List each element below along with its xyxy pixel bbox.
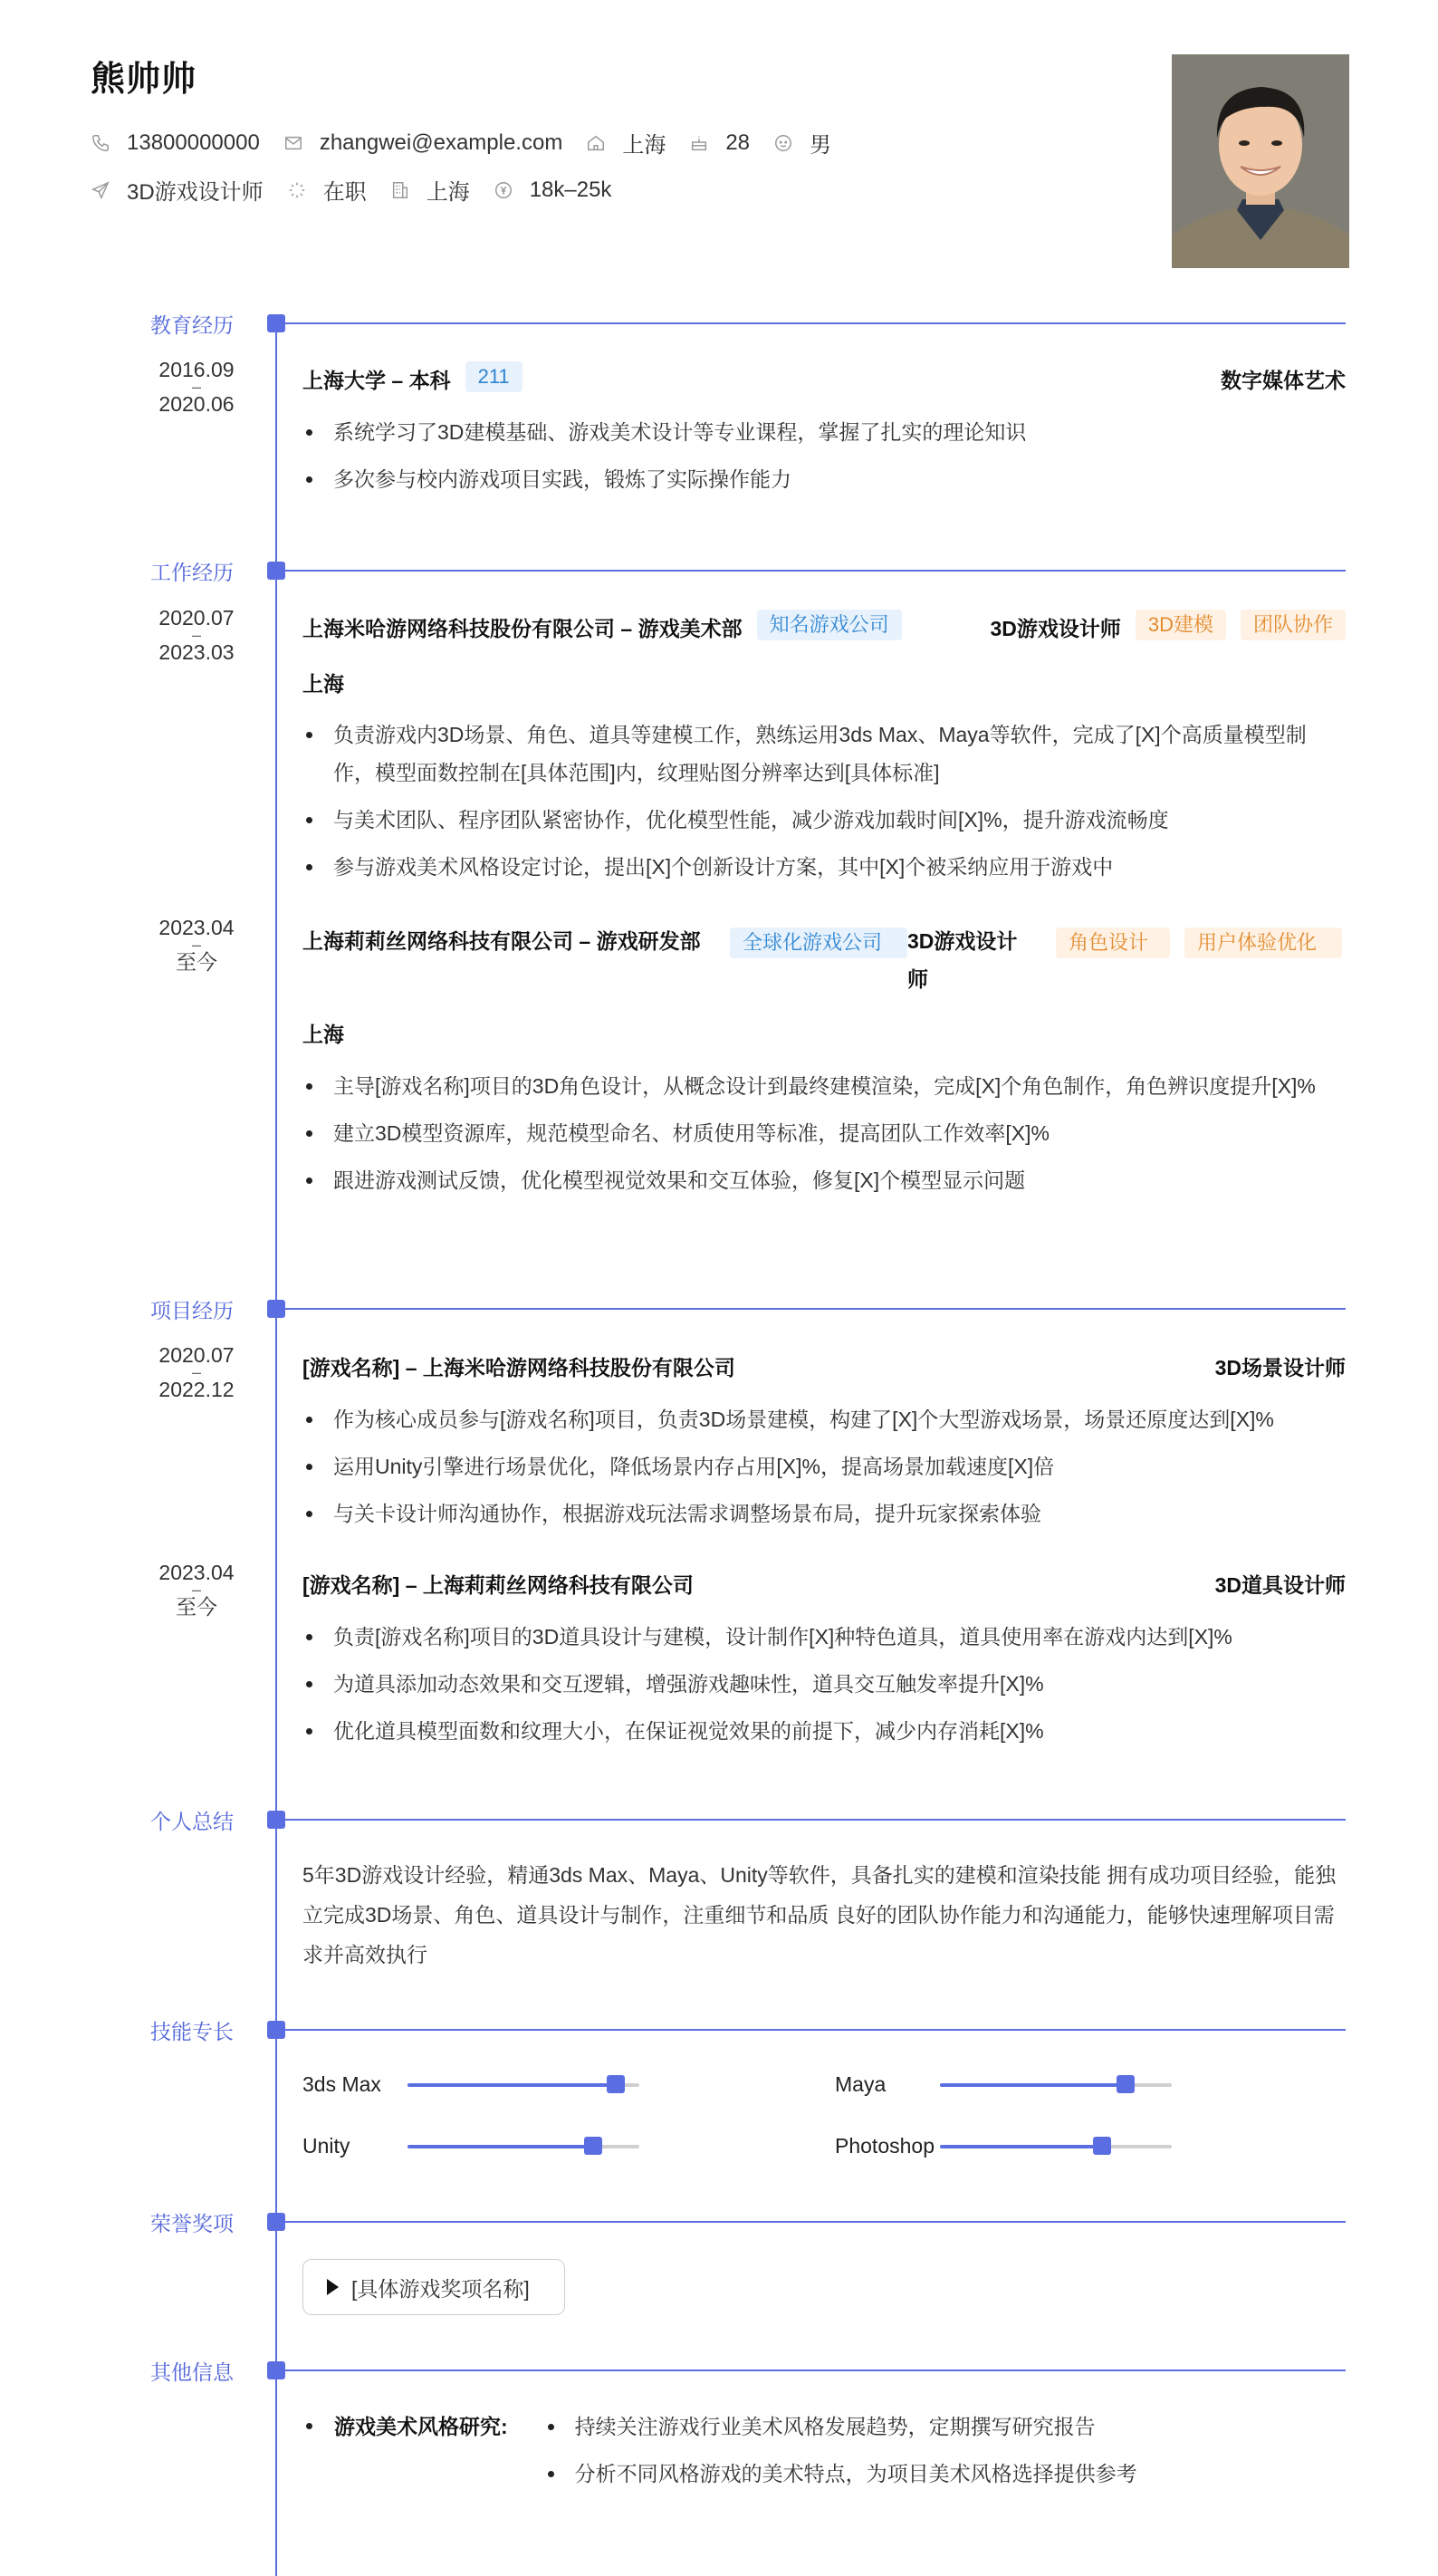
section-divider <box>276 570 1346 572</box>
list-item: 与关卡设计师沟通协作，根据游戏玩法需求调整场景布局，提升玩家探索体验 <box>302 1495 1344 1533</box>
skill-name: Unity <box>302 2134 350 2158</box>
skill-tag: 团队协作 <box>1241 610 1346 640</box>
skill-knob <box>584 2137 602 2155</box>
salary-item <box>494 178 612 203</box>
award-expand-button[interactable] <box>302 2259 565 2315</box>
list-item: 运用Unity引擎进行场景优化，降低场景内存占用[X]%，提高场景加载速度[X]倍 <box>302 1447 1344 1485</box>
section-title-skills: 技能专长 <box>150 2020 234 2043</box>
project-date-2: 2023.04 – 至今 <box>158 1561 235 1619</box>
project-role: 3D场景设计师 <box>1214 1356 1346 1379</box>
bullet-dot <box>306 2423 312 2429</box>
list-item: 与美术团队、程序团队紧密协作，优化模型性能，减少游戏加载时间[X]%，提升游戏流畅度 <box>302 801 1344 839</box>
other-items <box>544 2408 1137 2502</box>
loading-icon <box>287 180 307 200</box>
play-triangle-icon <box>327 2279 339 2295</box>
work-bullets-2 <box>302 1067 1344 1208</box>
section-title-education: 教育经历 <box>150 313 234 337</box>
list-item: 为道具添加动态效果和交互逻辑，增强游戏趣味性，道具交互触发率提升[X]% <box>302 1665 1344 1703</box>
section-divider <box>276 322 1346 324</box>
project-bullets-2 <box>302 1618 1344 1759</box>
candidate-name: 熊帅帅 <box>91 61 197 99</box>
face-icon <box>773 133 793 153</box>
list-item: 负责游戏内3D场景、角色、道具等建模工作，熟练运用3ds Max、Maya等软件，完成了[X]个高质量模型制作，模型面数控制在[具体范围]内，纹理贴图分辨率达到[具体标准] <box>302 716 1344 792</box>
skill-tag: 角色设计 <box>1056 928 1170 958</box>
summary-text: 5年3D游戏设计经验，精通3ds Max、Maya、Unity等软件，具备扎实的建模和渲染技能 拥有成功项目经验，能独立完成3D场景、角色、道具设计与制作，注重细节和品质 良好的团队协作能力和沟通能力，能够快速理解项目需求并高效执行 <box>302 1863 1337 1966</box>
section-title-projects: 项目经历 <box>150 1299 234 1322</box>
section-divider <box>276 1308 1346 1310</box>
list-item: 跟进游戏测试反馈，优化模型视觉效果和交互体验，修复[X]个模型显示问题 <box>302 1161 1344 1199</box>
skill-photoshop <box>835 2134 1172 2158</box>
skill-maya <box>835 2072 1172 2097</box>
job-intent-row <box>91 174 635 206</box>
list-item: 主导[游戏名称]项目的3D角色设计，从概念设计到最终建模渲染，完成[X]个角色制作，角色辨识度提升[X]% <box>302 1067 1344 1105</box>
skill-tag: 用户体验优化 <box>1184 928 1342 958</box>
company-name: 上海米哈游网络科技股份有限公司 – 游戏美术部 <box>302 617 743 640</box>
education-date: 2016.09 – 2020.06 <box>158 358 235 416</box>
status-item <box>287 174 367 206</box>
work-entry-head-1 <box>302 612 1346 642</box>
section-divider <box>276 2369 1346 2371</box>
company-name: 上海莉莉丝网络科技有限公司 – 游戏研发部 <box>302 929 701 953</box>
list-item: 分析不同风格游戏的美术特点，为项目美术风格选择提供参考 <box>544 2455 1137 2493</box>
mail-icon <box>283 133 303 153</box>
skill-fill <box>940 2145 1102 2148</box>
section-title-awards: 荣誉奖项 <box>150 2212 234 2235</box>
skill-bar <box>407 2145 639 2148</box>
phone-item <box>91 130 260 156</box>
avatar-image <box>1172 54 1349 268</box>
skill-bar <box>940 2145 1172 2148</box>
school-tag: 211 <box>465 361 522 392</box>
job-role: 3D游戏设计师 <box>990 617 1121 640</box>
section-title-summary: 个人总结 <box>150 1810 234 1833</box>
money-icon <box>494 180 513 200</box>
gender-text: 男 <box>810 133 832 158</box>
other-info <box>302 2408 1137 2502</box>
school-name: 上海大学 – 本科 <box>302 369 451 392</box>
list-item: 参与游戏美术风格设定讨论，提出[X]个创新设计方案，其中[X]个被采纳应用于游戏中 <box>302 848 1344 886</box>
education-entry-head <box>302 364 1346 394</box>
list-item: 优化道具模型面数和纹理大小，在保证视觉效果的前提下，减少内存消耗[X]% <box>302 1712 1344 1750</box>
target-city-item <box>390 174 470 206</box>
skill-bar <box>940 2083 1172 2087</box>
list-item: 建立3D模型资源库，规范模型命名、材质使用等标准，提高团队工作效率[X]% <box>302 1114 1344 1152</box>
skill-knob <box>607 2075 625 2093</box>
city-item <box>586 127 666 159</box>
award-name: [具体游戏奖项名称] <box>351 2276 530 2301</box>
list-item: 负责[游戏名称]项目的3D道具设计与建模，设计制作[X]种特色道具，道具使用率在游戏内达到[X]% <box>302 1618 1344 1656</box>
skill-name: Maya <box>835 2072 887 2096</box>
target-role-text: 3D游戏设计师 <box>127 180 264 205</box>
list-item: 持续关注游戏行业美术风格发展趋势，定期撰写研究报告 <box>544 2408 1137 2446</box>
job-role: 3D游戏设计师 <box>907 929 1018 991</box>
age-text: 28 <box>725 130 751 155</box>
section-title-other: 其他信息 <box>150 2360 234 2384</box>
skill-fill <box>940 2083 1126 2087</box>
project-role: 3D道具设计师 <box>1214 1573 1346 1597</box>
phone-icon <box>91 133 110 153</box>
skill-knob <box>1117 2075 1135 2093</box>
major: 数字媒体艺术 <box>1221 369 1346 392</box>
other-key: 游戏美术风格研究: <box>334 2415 508 2438</box>
resume-header <box>91 51 1349 268</box>
email-text: zhangwei@example.com <box>319 130 563 155</box>
home-icon <box>586 133 606 153</box>
skill-name: 3ds Max <box>302 2072 381 2096</box>
project-entry-head-1 <box>302 1351 1346 1381</box>
project-entry-head-2 <box>302 1569 1346 1599</box>
section-divider <box>276 2221 1346 2223</box>
send-icon <box>91 180 110 200</box>
age-item <box>689 130 750 156</box>
skill-tag: 3D建模 <box>1136 610 1226 640</box>
skill-name: Photoshop <box>835 2134 935 2158</box>
project-date-1: 2020.07 – 2022.12 <box>158 1343 235 1401</box>
building-icon <box>390 180 410 200</box>
list-item: 系统学习了3D建模基础、游戏美术设计等专业课程，掌握了扎实的理论知识 <box>302 413 1344 451</box>
skill-bar <box>407 2083 639 2087</box>
project-bullets-1 <box>302 1400 1344 1542</box>
work-date-1: 2020.07 – 2023.03 <box>158 606 235 664</box>
target-city-text: 上海 <box>426 180 470 205</box>
city-text: 上海 <box>622 133 666 158</box>
gender-item <box>773 127 831 159</box>
work-bullets-1 <box>302 716 1344 895</box>
skill-fill <box>407 2145 593 2148</box>
phone-text: 13800000000 <box>127 130 260 155</box>
section-title-work: 工作经历 <box>150 561 234 584</box>
target-role-item <box>91 174 264 206</box>
profile-photo <box>1172 54 1349 268</box>
section-divider <box>276 1819 1346 1821</box>
list-item: 作为核心成员参与[游戏名称]项目，负责3D场景建模，构建了[X]个大型游戏场景，场景还原度达到[X]% <box>302 1400 1344 1438</box>
project-title: [游戏名称] – 上海莉莉丝网络科技有限公司 <box>302 1573 694 1597</box>
status-text: 在职 <box>322 180 367 205</box>
other-row <box>302 2408 1137 2502</box>
work-location: 上海 <box>302 1023 344 1046</box>
section-divider <box>276 2029 1346 2031</box>
work-date-2: 2023.04 – 至今 <box>158 916 235 974</box>
skill-3dsmax <box>302 2072 639 2097</box>
list-item: 多次参与校内游戏项目实践，锻炼了实际操作能力 <box>302 460 1344 498</box>
email-item <box>283 130 563 156</box>
skill-knob <box>1093 2137 1111 2155</box>
company-tag: 全球化游戏公司 <box>730 928 907 958</box>
salary-text: 18k–25k <box>529 177 612 202</box>
timeline-line <box>275 322 277 2576</box>
skill-unity <box>302 2134 639 2158</box>
work-entry-head-2 <box>302 922 1346 998</box>
work-location: 上海 <box>302 672 344 696</box>
skill-fill <box>407 2083 616 2087</box>
education-bullets <box>302 413 1344 507</box>
cake-icon <box>689 133 709 153</box>
contact-row <box>91 127 855 159</box>
company-tag: 知名游戏公司 <box>757 610 902 640</box>
project-title: [游戏名称] – 上海米哈游网络科技股份有限公司 <box>302 1356 735 1379</box>
